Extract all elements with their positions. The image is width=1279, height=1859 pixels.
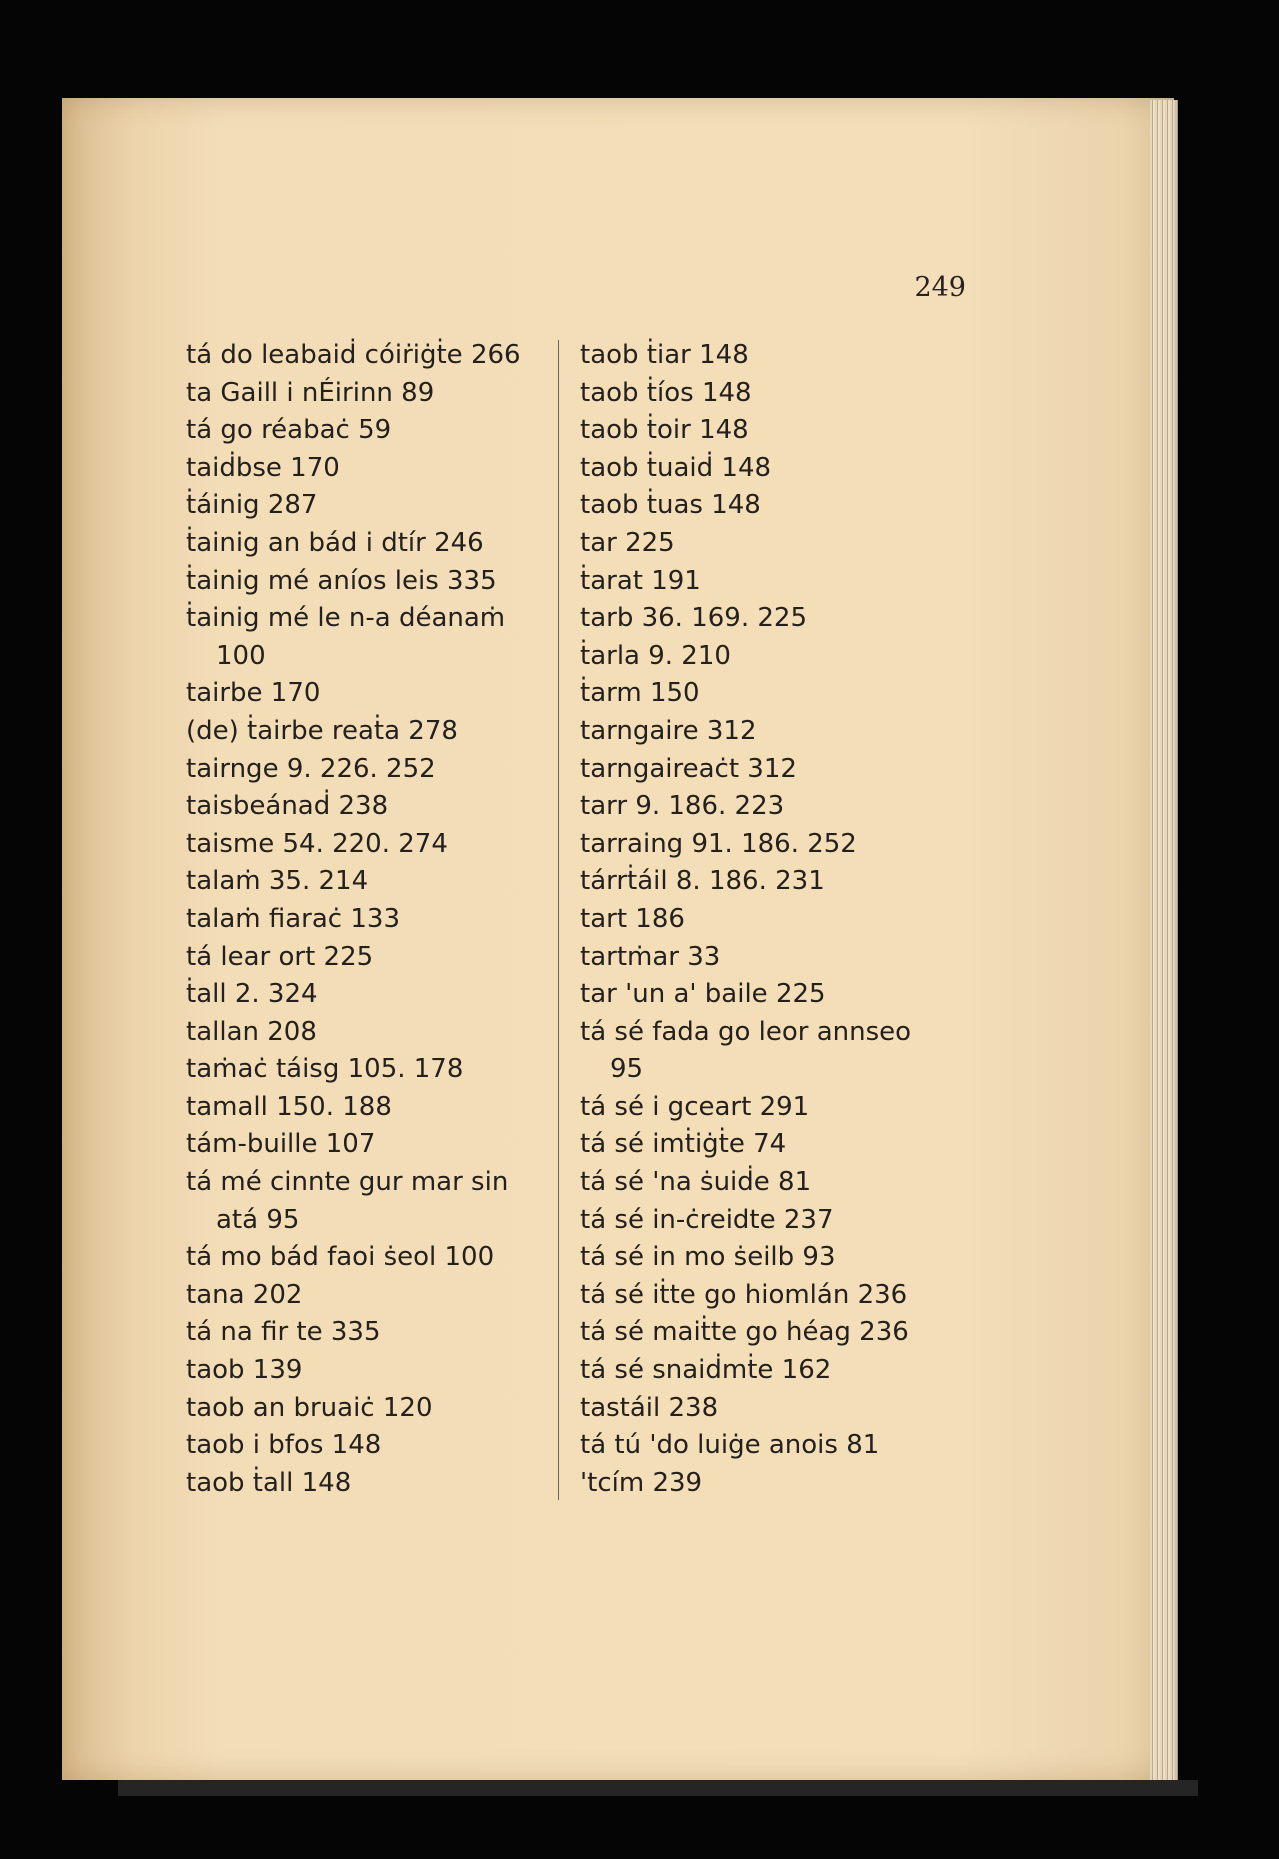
index-entry: ṫarm 150 — [580, 678, 700, 709]
index-entry: taob ṫiar 148 — [580, 340, 749, 370]
index-entry: tá mo bád faoi ṡeol 100 — [186, 1242, 495, 1273]
index-entry: tarb 36. 169. 225 — [580, 603, 807, 634]
index-entry: tá mé cinnte gur mar sin atá 95 — [186, 1167, 509, 1235]
index-entry: tá sé maiṫte go héag 236 — [580, 1317, 909, 1348]
index-entry: tá sé imṫiġṫe 74 — [580, 1129, 787, 1160]
index-entry: tá sé snaiḋmṫe 162 — [580, 1355, 832, 1386]
index-entry: ṫarat 191 — [580, 565, 701, 596]
index-entry: ṫainig mé aníos leis 335 — [186, 565, 497, 596]
index-entry: tallan 208 — [186, 1016, 317, 1047]
index-entry: taisbeánaḋ 238 — [186, 791, 389, 822]
index-entry: ṫall 2. 324 — [186, 979, 318, 1010]
index-entry: tar 'un a' baile 225 — [580, 979, 826, 1010]
index-entry: tarr 9. 186. 223 — [580, 791, 785, 822]
index-entry: tastáil 238 — [580, 1392, 719, 1423]
index-entry: tana 202 — [186, 1279, 303, 1310]
index-entry: tá sé in mo ṡeilb 93 — [580, 1242, 836, 1273]
index-entry: tarngaire 312 — [580, 715, 757, 746]
index-entry: tart 186 — [580, 903, 685, 934]
index-entry: tá sé 'na ṡuiḋe 81 — [580, 1167, 812, 1198]
index-entry: tá sé fada go leor annseo 95 — [580, 1016, 912, 1085]
index-entry: tar 225 — [580, 527, 675, 558]
index-entry: ṫainig mé le n-a déanaṁ 100 — [186, 603, 506, 671]
index-entry: tá sé iṫte go hiomlán 236 — [580, 1279, 908, 1310]
book-cover-edge — [118, 1780, 1198, 1796]
index-entry: taob ṫall 148 — [186, 1467, 352, 1498]
index-entry: (de) ṫairbe reaṫa 278 — [186, 715, 458, 746]
index-entry: taisme 54. 220. 274 — [186, 828, 448, 859]
index-entry: tamall 150. 188 — [186, 1091, 392, 1122]
index-column-left — [186, 337, 556, 1502]
index-entry: tám-buille 107 — [186, 1129, 376, 1160]
index-entry: ṫarla 9. 210 — [580, 640, 731, 671]
index-entry: tarngaireaċt 312 — [580, 753, 797, 784]
page-number: 249 — [914, 272, 966, 303]
index-entry: tá tú 'do luiġe anois 81 — [580, 1430, 880, 1461]
index-entry: tá do leabaiḋ cóiṙiġṫe 266 — [186, 340, 521, 370]
index-entry: taob ṫuaiḋ 148 — [580, 452, 772, 483]
index-entry: tá sé in-ċreidte 237 — [580, 1204, 834, 1235]
index-entry: tairbe 170 — [186, 678, 321, 709]
column-divider — [558, 340, 559, 1500]
index-entry: taob ṫoir 148 — [580, 415, 749, 446]
index-entry: tairnge 9. 226. 252 — [186, 753, 436, 784]
index-entry: tá lear ort 225 — [186, 941, 374, 972]
index-entry: taob ṫuas 148 — [580, 490, 761, 521]
index-entry: ṫainig an bád i dtír 246 — [186, 527, 484, 558]
index-entry: taṁaċ táisg 105. 178 — [186, 1054, 464, 1085]
index-entry: talaṁ 35. 214 — [186, 866, 369, 897]
index-entry: taob an bruaiċ 120 — [186, 1392, 433, 1423]
index-entry: taiḋbse 170 — [186, 452, 340, 483]
index-entry: tá na fir te 335 — [186, 1317, 381, 1348]
index-entry: taob 139 — [186, 1355, 303, 1386]
index-column-right — [580, 337, 950, 1502]
index-entry: tarraing 91. 186. 252 — [580, 828, 857, 859]
page-edges — [1150, 100, 1178, 1780]
index-entry: taob ṫíos 148 — [580, 377, 752, 408]
index-entry: tá go réabaċ 59 — [186, 415, 392, 446]
index-entry: tá sé i gceart 291 — [580, 1091, 810, 1122]
index-entry: 'tcím 239 — [580, 1467, 703, 1498]
index-entry: taob i bfos 148 — [186, 1430, 382, 1461]
index-entry: tartṁar 33 — [580, 941, 721, 972]
index-entry: tárrṫáil 8. 186. 231 — [580, 866, 825, 897]
index-entry: ṫáinig 287 — [186, 490, 318, 521]
index-entry: ta Gaill i nÉirinn 89 — [186, 377, 435, 408]
index-entry: talaṁ fiaraċ 133 — [186, 903, 400, 934]
